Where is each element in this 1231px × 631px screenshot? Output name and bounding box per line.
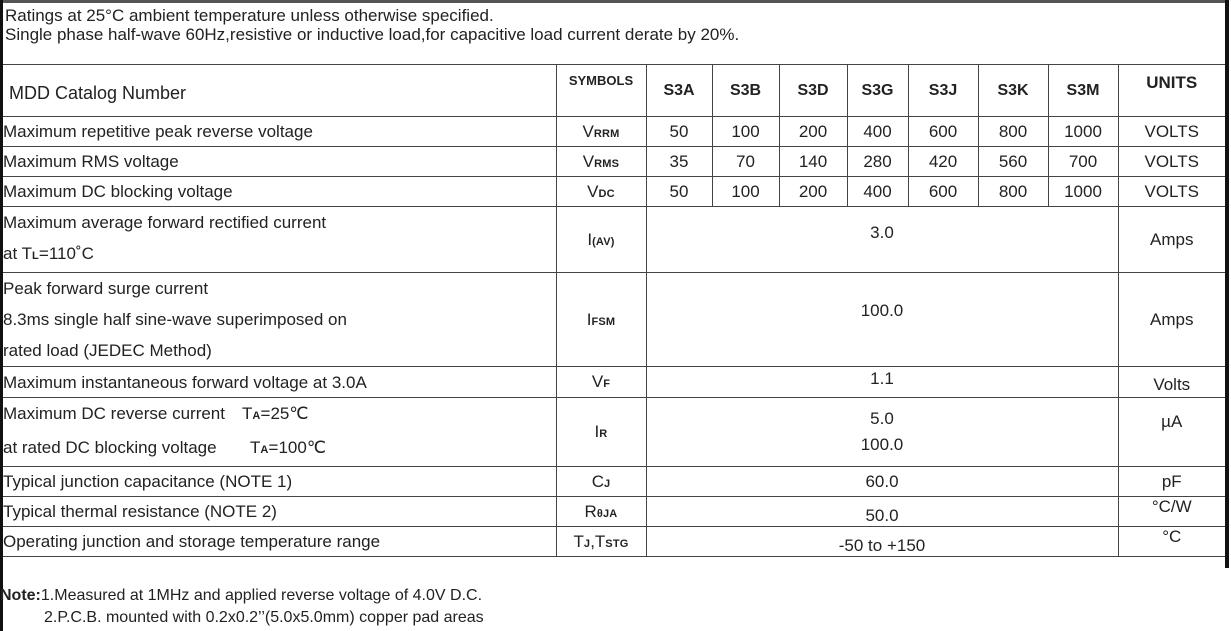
symbol-cell: [556, 117, 646, 147]
param-label: [3, 398, 556, 467]
header-part-s3j: S3J: [908, 65, 978, 117]
value-cell: 70: [712, 147, 779, 177]
param-label: Maximum instantaneous forward voltage at 3.0A: [3, 367, 556, 398]
param-text: =110˚C: [38, 244, 94, 263]
value-cell: 100.0: [646, 273, 1118, 367]
header-symbols: SYMBOLS: [556, 65, 646, 117]
symbol-subscript: RRM: [593, 127, 620, 140]
table-row: [3, 467, 1225, 497]
value-cell: 100: [712, 117, 779, 147]
value-cell: 35: [646, 147, 712, 177]
param-label: [3, 273, 556, 367]
header-part-s3m: S3M: [1048, 65, 1118, 117]
symbol-cell: [556, 467, 646, 497]
symbol-subscript: F: [603, 378, 611, 390]
header-part-s3b: S3B: [712, 65, 779, 117]
symbol-subscript: (AV): [592, 235, 615, 248]
symbol-main: I: [586, 309, 592, 329]
symbol-cell: [556, 398, 646, 467]
table-row: [3, 497, 1225, 527]
param-label: Maximum repetitive peak reverse voltage: [3, 117, 556, 147]
symbol-cell: [556, 273, 646, 367]
value-cell: 140: [779, 147, 847, 177]
table-header-row: [3, 65, 1225, 117]
symbol-subscript: RMS: [594, 157, 620, 170]
param-label: Maximum DC blocking voltage: [3, 177, 556, 207]
unit-cell: VOLTS: [1118, 117, 1225, 147]
value-cell: 800: [978, 177, 1048, 207]
ratings-intro: [5, 6, 739, 44]
intro-line-2: Single phase half-wave 60Hz,resistive or inductive load,for capacitive load current derate by 20%.: [5, 25, 740, 44]
table-row: [3, 367, 1225, 398]
unit-cell: µA: [1118, 398, 1225, 467]
symbol-main: ,T: [590, 531, 606, 551]
table-row: [3, 398, 1225, 467]
value-cell: 50: [646, 177, 712, 207]
note-line-2: [0, 607, 484, 629]
table-row: [3, 177, 1225, 207]
notes-section: [0, 585, 484, 629]
intro-line-1: Ratings at 25°C ambient temperature unless otherwise specified.: [5, 6, 494, 25]
symbol-subscript: θJA: [596, 507, 618, 520]
symbol-subscript: FSM: [591, 315, 616, 328]
condition-text: =100℃: [268, 438, 326, 457]
condition-text: T: [250, 438, 261, 457]
table-row: [3, 207, 1225, 273]
note-2-text: 2.P.C.B. mounted with 0.2x0.2’’(5.0x5.0mm) copper pad areas: [44, 609, 484, 626]
unit-cell: Amps: [1118, 273, 1225, 367]
header-catalog-number: MDD Catalog Number: [3, 65, 556, 117]
value-cell: 1000: [1048, 117, 1118, 147]
symbol-cell: [556, 527, 646, 557]
ratings-table: [3, 64, 1225, 557]
header-part-s3a: S3A: [646, 65, 712, 117]
value-cell: 1000: [1048, 177, 1118, 207]
value-cell: 100: [712, 177, 779, 207]
param-line: rated load (JEDEC Method): [3, 341, 212, 360]
param-line: Maximum average forward rectified current: [3, 213, 327, 232]
symbol-main: V: [587, 181, 599, 201]
unit-cell: pF: [1118, 467, 1225, 497]
symbol-subscript: DC: [598, 187, 615, 200]
symbol-main: C: [591, 471, 604, 491]
value-cell: 420: [908, 147, 978, 177]
param-line: [3, 398, 556, 432]
symbol-cell: [556, 177, 646, 207]
param-text: Maximum DC reverse current: [3, 404, 225, 423]
value-line: 100.0: [860, 435, 904, 454]
value-cell: 280: [847, 147, 908, 177]
param-line: [3, 238, 556, 272]
header-part-s3k: S3K: [978, 65, 1048, 117]
value-cell: 200: [779, 117, 847, 147]
unit-cell: Volts: [1118, 367, 1225, 398]
param-text: at T: [3, 244, 32, 263]
value-cell: 1.1: [646, 367, 1118, 398]
unit-cell: VOLTS: [1118, 147, 1225, 177]
table-row: [3, 527, 1225, 557]
value-cell: 600: [908, 177, 978, 207]
value-cell: 560: [978, 147, 1048, 177]
symbol-cell: [556, 207, 646, 273]
header-units: UNITS: [1118, 65, 1225, 117]
param-label: [3, 207, 556, 273]
symbol-cell: [556, 367, 646, 398]
header-part-s3g: S3G: [847, 65, 908, 117]
value-line: 5.0: [870, 409, 894, 428]
value-cell: 400: [847, 177, 908, 207]
unit-cell: Amps: [1118, 207, 1225, 273]
value-cell: 800: [978, 117, 1048, 147]
symbol-subscript: R: [599, 428, 608, 440]
param-subscript: L: [31, 250, 39, 262]
value-cell: -50 to +150: [646, 527, 1118, 557]
note-1-text: 1.Measured at 1MHz and applied reverse voltage of 4.0V D.C.: [40, 587, 483, 604]
header-part-s3d: S3D: [779, 65, 847, 117]
symbol-main: R: [584, 501, 597, 521]
table-row: [3, 117, 1225, 147]
symbol-main: V: [582, 151, 595, 171]
param-line: 8.3ms single half sine-wave superimposed on: [3, 310, 347, 329]
value-cell: 3.0: [646, 207, 1118, 273]
symbol-main: T: [573, 531, 584, 551]
value-cell: 600: [908, 117, 978, 147]
unit-cell: VOLTS: [1118, 177, 1225, 207]
unit-cell: °C/W: [1118, 497, 1225, 527]
symbol-cell: [556, 147, 646, 177]
symbol-main: V: [582, 121, 594, 141]
param-text: at rated DC blocking voltage: [3, 438, 217, 457]
value-cell: 700: [1048, 147, 1118, 177]
symbol-main: I: [594, 422, 600, 441]
note-line-1: [0, 585, 484, 607]
symbol-main: V: [591, 372, 604, 391]
table-row: [3, 273, 1225, 367]
value-cell: 400: [847, 117, 908, 147]
condition-text: =25℃: [260, 404, 309, 423]
param-line: [3, 432, 556, 466]
param-label: Typical junction capacitance (NOTE 1): [3, 467, 556, 497]
condition-text: T: [242, 404, 253, 423]
frame-right-border: [1225, 0, 1229, 568]
param-label: Operating junction and storage temperature range: [3, 527, 556, 557]
value-cell: 50.0: [646, 497, 1118, 527]
condition-subscript: A: [252, 410, 261, 422]
symbol-subscript: STG: [605, 537, 629, 550]
value-cell: 200: [779, 177, 847, 207]
frame-top-border: [0, 0, 1229, 3]
param-label: Maximum RMS voltage: [3, 147, 556, 177]
value-cell: [646, 398, 1118, 467]
symbol-cell: [556, 497, 646, 527]
symbol-subscript: J: [603, 477, 611, 490]
value-cell: 60.0: [646, 467, 1118, 497]
value-cell: 50: [646, 117, 712, 147]
note-label: Note:: [0, 587, 41, 604]
symbol-main: I: [587, 229, 593, 249]
table-row: [3, 147, 1225, 177]
param-line: Peak forward surge current: [3, 279, 209, 298]
condition-subscript: A: [260, 444, 269, 456]
unit-cell: °C: [1118, 527, 1225, 557]
param-label: Typical thermal resistance (NOTE 2): [3, 497, 556, 527]
symbol-subscript: J: [583, 537, 591, 550]
